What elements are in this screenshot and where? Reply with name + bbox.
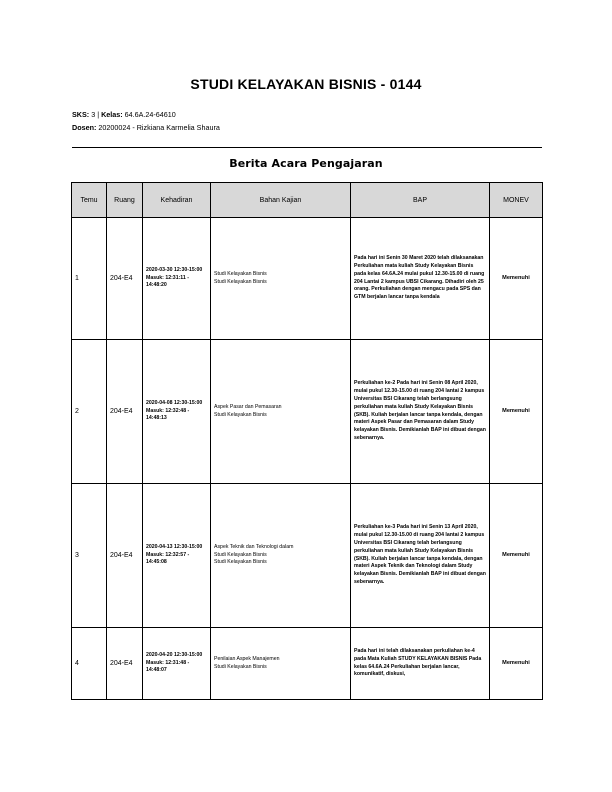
cell-bap: Perkuliahan ke-3 Pada hari ini Senin 13 April 2020, mulai pukul 12.30-15.00 di ruang 204 lantai 2 kampus Universitas BSI Cikarang telah berlangsung perkuliahan mata kuliah Study Kelayakan Bisnis (SKB). Kuliah berjalan lancar tanpa kendala, dengan materi Aspek Teknik dan Teknologi dalam Study kelayakan Bisnis. Demikianlah BAP ini dibuat dengan sebenarnya. xyxy=(351,484,490,628)
cell-bahan-kajian xyxy=(211,484,351,628)
column-header-kehadiran: Kehadiran xyxy=(143,183,211,218)
cell-bap: Pada hari ini Senin 30 Maret 2020 telah dilaksanakan Perkuliahan mata kuliah Study Kelayakan Bisnis pada kelas 64.6A.24 mulai pukul 12.30-15.00 di ruang 204 Lantai 2 kampus UBSI Cikarang. Dihadiri oleh 25 orang. Perkuliahan dengan mengacu pada SPS dan GTM berjalan lancar tanpa kendala xyxy=(351,218,490,340)
table-header-row xyxy=(72,183,543,218)
separator: | xyxy=(97,110,100,119)
bahan-line: Studi Kelayakan Bisnis xyxy=(214,270,267,277)
cell-bahan-kajian xyxy=(211,218,351,340)
cell-bap: Pada hari ini telah dilaksanakan perkuliahan ke-4 pada Mata Kuliah STUDY KELAYAKAN BISNIS Pada kelas 64.6A.24 Perkuliahan berjalan lancar, komunikatif, diskusi, xyxy=(351,628,490,700)
bahan-line: Studi Kelayakan Bisnis xyxy=(214,551,267,558)
cell-monev: Memenuhi xyxy=(490,628,543,700)
cell-kehadiran: 2020-04-08 12:30-15:00 Masuk: 12:32:48 - 14:48:13 xyxy=(143,340,211,484)
cell-temu: 4 xyxy=(72,628,107,700)
column-header-ruang: Ruang xyxy=(107,183,143,218)
table-row xyxy=(72,628,543,700)
cell-ruang: 204-E4 xyxy=(107,340,143,484)
sks-label: SKS: xyxy=(72,110,90,119)
column-header-temu: Temu xyxy=(72,183,107,218)
dosen-value: 20200024 - Rizkiana Karmelia Shaura xyxy=(98,123,220,132)
column-header-bap: BAP xyxy=(351,183,490,218)
bahan-line: Studi Kelayakan Bisnis xyxy=(214,278,267,285)
column-header-monev: MONEV xyxy=(490,183,543,218)
table-row xyxy=(72,484,543,628)
bahan-line: Aspek Teknik dan Teknologi dalam xyxy=(214,543,294,550)
cell-ruang: 204-E4 xyxy=(107,484,143,628)
cell-kehadiran: 2020-04-20 12:30-15:00 Masuk: 12:31:48 - 14:48:07 xyxy=(143,628,211,700)
column-header-bahan-kajian: Bahan Kajian xyxy=(211,183,351,218)
cell-temu: 2 xyxy=(72,340,107,484)
table-row xyxy=(72,218,543,340)
kelas-value: 64.6A.24-64610 xyxy=(124,110,176,119)
cell-monev: Memenuhi xyxy=(490,484,543,628)
cell-temu: 1 xyxy=(72,218,107,340)
cell-kehadiran: 2020-03-30 12:30-15:00 Masuk: 12:31:11 - 14:48:20 xyxy=(143,218,211,340)
table-row xyxy=(72,340,543,484)
bahan-line: Studi Kelayakan Bisnis xyxy=(214,411,267,418)
bahan-line: Studi Kelayakan Bisnis xyxy=(214,663,267,670)
course-title: STUDI KELAYAKAN BISNIS - 0144 xyxy=(190,76,422,92)
header-divider xyxy=(72,147,542,148)
cell-ruang: 204-E4 xyxy=(107,218,143,340)
sks-value: 3 xyxy=(91,110,96,119)
cell-ruang: 204-E4 xyxy=(107,628,143,700)
dosen-label: Dosen: xyxy=(72,123,97,132)
cell-bahan-kajian xyxy=(211,628,351,700)
cell-bahan-kajian xyxy=(211,340,351,484)
cell-monev: Memenuhi xyxy=(490,340,543,484)
bahan-line: Aspek Pasar dan Pemasaran xyxy=(214,403,282,410)
course-info-line xyxy=(72,110,176,120)
bahan-line: Studi Kelayakan Bisnis xyxy=(214,559,267,566)
cell-temu: 3 xyxy=(72,484,107,628)
cell-kehadiran: 2020-04-13 12:30-15:00 Masuk: 12:32:57 - 14:45:08 xyxy=(143,484,211,628)
cell-bap: Perkuliahan ke-2 Pada hari ini Senin 08 April 2020, mulai pukul 12.30-15.00 di ruang 204 lantai 2 kampus Universitas BSI Cikarang telah berlangsung perkuliahan mata kuliah Study Kelayakan Bisnis (SKB). Kuliah berjalan lancar tanpa kendala, dengan materi Aspek Pasar dan Pemasaran dalam Study kelayakan Bisnis. Demikianlah BAP ini dibuat dengan sebenarnya. xyxy=(351,340,490,484)
section-title: Berita Acara Pengajaran xyxy=(229,157,383,170)
lecturer-line xyxy=(72,123,220,133)
bahan-line: Penilaian Aspek Manajemen xyxy=(214,655,280,662)
cell-monev: Memenuhi xyxy=(490,218,543,340)
teaching-log-table xyxy=(71,182,543,700)
kelas-label: Kelas: xyxy=(101,110,123,119)
